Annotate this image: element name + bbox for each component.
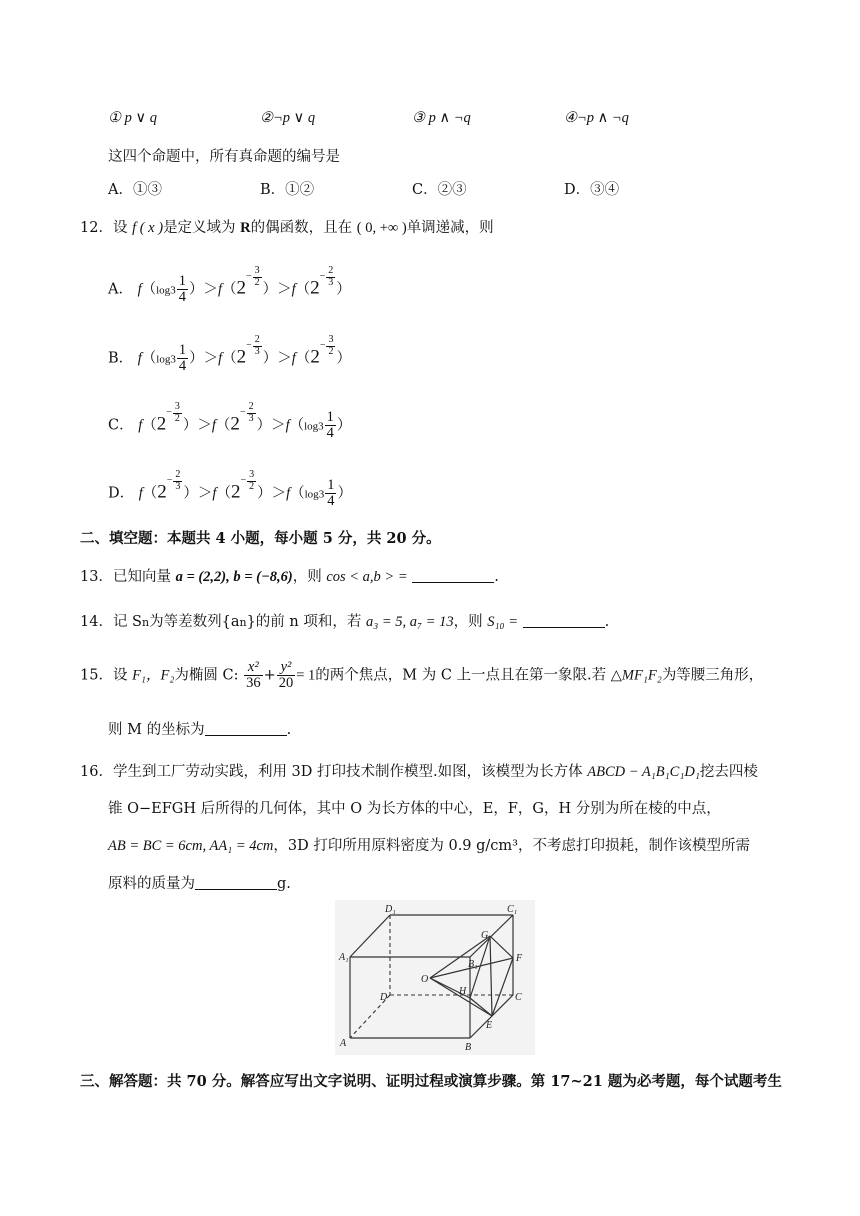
label-c: C [515,992,522,1003]
label-b1: B₁ [468,959,478,970]
q16-answer-blank [195,875,277,890]
q15-line2: 则 M 的坐标为 . [108,722,292,738]
q13: 13．已知向量 a = (2,2), b = (−8,6)，则 cos < a,b > = . [80,569,499,585]
q11-question: 这四个命题中，所有真命题的编号是 [108,149,340,165]
label-d1: D₁ [385,904,396,915]
q15-answer-blank [205,721,287,736]
label-f: F [516,953,523,964]
cuboid-figure [335,900,535,1055]
label-g: G [481,930,489,941]
q14-answer-blank [523,613,605,628]
q11-option-1: ① p ∨ q [108,110,157,126]
label-c1: C₁ [507,904,518,915]
q16-line1: 16．学生到工厂劳动实践，利用 3D 打印技术制作模型.如图，该模型为长方体 ABCD − A₁B₁C₁D₁挖去四棱 [80,764,758,780]
q12-option-d: D． $f(2^{- \frac{2}{3}}$ ）$>f(2^{- \frac{3}{2}}$ ）＞f（log3 $\frac{1}{4}$ ） [108,469,352,509]
label-h: H [459,986,467,997]
label-d: D [380,992,388,1003]
q12-stem: 12．设 f ( x )是定义域为 R的偶函数，且在 ( 0, +∞ )单调递减，则 [80,220,494,236]
label-e: E [486,1020,493,1031]
q15-line1: 15．设 F₁，F₂为椭圆 C: $\frac{\text{x²}}{36}$ + $\frac{\text{y²}}{20}$ = 1的两个焦点，M 为 C 上一点且在第一象限.若 △MF₁F₂为等腰三角形， [80,659,764,692]
section-2-heading: 二、填空题：本题共 4 小题，每小题 5 分，共 20 分。 [80,530,441,547]
q11-option-4: ④¬p ∧ ¬q [564,110,629,126]
q14: 14．记 Sn为等差数列{an}的前 n 项和，若 a₃ = 5, a₇ = 13，则 S₁₀ = . [80,614,610,630]
q16-line3: AB = BC = 6cm, AA₁ = 4cm，3D 打印所用原料密度为 0.9 g/cm³，不考虑打印损耗，制作该模型所需 [108,838,750,854]
q12-number: 12． [80,220,113,236]
label-o: O [421,974,429,985]
q11-option-3: ③ p ∧ ¬q [412,110,471,126]
label-a1: A₁ [339,952,349,963]
label-b: B [465,1042,472,1053]
label-a: A [340,1038,347,1049]
q12-option-c: C． $f(2^{- \frac{3}{2}}$ ）$>f(2^{- \frac{2}{3}}$ ）＞f（log3 $\frac{1}{4}$ ） [108,401,352,441]
q12-option-b: B． f（log3 $\frac{1}{4}$ ）$>f(2^{- \frac{2}{3}}$ ）$>f(2^{- \frac{3}{2}}$ ） [108,334,351,374]
section-3-heading: 三、解答题：共 70 分。解答应写出文字说明、证明过程或演算步骤。第 17~21 题为必考题，每个试题考生 [80,1073,782,1090]
q11-option-2: ②¬p ∨ q [260,110,316,126]
q11-choice-a: A．①③ [108,182,162,198]
q11-choice-d: D．③④ [564,182,620,198]
q11-choice-b: B．①② [260,182,315,198]
q16-line4: 原料的质量为 g. [108,876,291,892]
q13-answer-blank [412,568,494,583]
fx: f ( x ) [132,220,164,236]
q12-option-a: A． f（log3 $\frac{1}{4}$ ）$>f(2^{- \frac{3}{2}}$ ）$>f(2^{- \frac{2}{3}}$ ） [108,265,351,305]
q11-choice-c: C．②③ [412,182,467,198]
q16-line2: 锥 O−EFGH 后所得的几何体，其中 O 为长方体的中心，E，F，G，H 分别为所在棱的中点， [108,801,721,817]
